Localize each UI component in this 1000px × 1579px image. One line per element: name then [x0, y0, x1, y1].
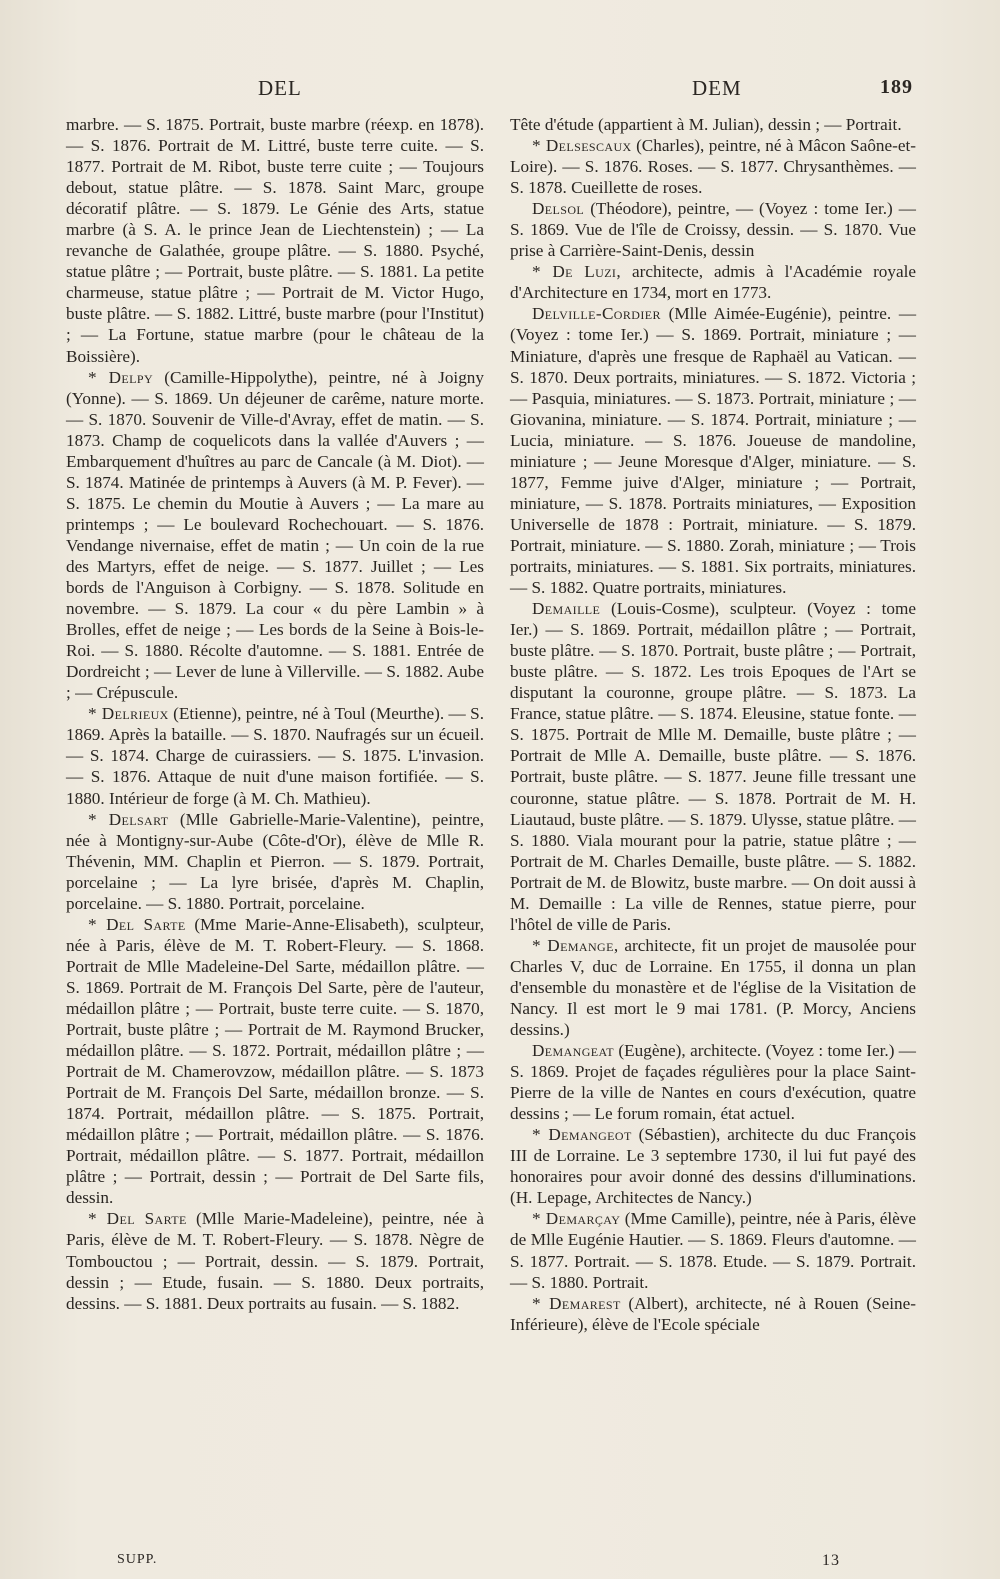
dictionary-entry [510, 1124, 916, 1208]
running-head-left: DEL [258, 76, 302, 100]
dictionary-entry [510, 1208, 916, 1292]
dictionary-entry [66, 1208, 484, 1313]
entry-text: (Louis-Cosme), sculpteur. (Voyez : tome Ier.) — S. 1869. Portrait, médaillon plâtre ; — Portrait, buste plâtre. — S. 1870. Portrait, buste plâtre ; — Portrait, buste plâtre. — S. 1872. Les trois Epoques de l'Art se disputant la couronne, groupe plâtre. — S. 1873. La France, statue plâtre. — S. 1874. Eleusine, statue fonte. — S. 1875. Portrait de Mlle M. Demaille, buste plâtre ; — Portrait de Mlle A. Demaille, buste plâtre. — S. 1876. Portrait, buste plâtre. — S. 1877. Jeune fille tressant une couronne, statue plâtre. — S. 1878. Portrait de M. H. Liautaud, buste plâtre. — S. 1879. Ulysse, statue plâtre. — S. 1880. Viala mourant pour la patrie, statue plâtre ; — Portrait de M. Charles Demaille, buste plâtre. — S. 1882. Portrait de M. de Blowitz, buste marbre. — On doit aussi à M. Demaille : La ville de Rennes, statue pierre, pour l'hôtel de ville de Paris. [510, 599, 916, 934]
dictionary-entry [510, 261, 916, 303]
entry-text: (Mme Camille), peintre, née à Paris, élève de Mlle Eugénie Hautier. — S. 1869. Fleurs d'automne. — S. 1877. Portrait. — S. 1878. Etude. — S. 1879. Portrait. — S. 1880. Portrait. [510, 1209, 916, 1292]
entry-heading: * Demarçay [532, 1209, 621, 1229]
dictionary-entry [510, 935, 916, 1040]
entry-text: (Théodore), peintre, — (Voyez : tome Ier.) — S. 1869. Vue de l'île de Croissy, dessin. — S. 1870. Vue prise à Carrière-Saint-Denis, dessin [510, 199, 916, 261]
dictionary-entry [66, 809, 484, 914]
entry-heading: * Demange, [532, 935, 619, 955]
dictionary-entry [510, 303, 916, 598]
dictionary-entry [510, 598, 916, 935]
entry-heading: * Delsart [88, 809, 169, 829]
entry-heading: Delsol [532, 199, 585, 219]
dictionary-entry [510, 1293, 916, 1335]
signature-mark: SUPP. [117, 1552, 158, 1567]
dictionary-entry [66, 914, 484, 1209]
entry-heading: Demaille [532, 599, 601, 619]
dictionary-entry [510, 114, 916, 135]
entry-text: (Mlle Aimée-Eugénie), peintre. — (Voyez : tome Ier.) — S. 1869. Portrait, miniature ; — Miniature, d'après une fresque de Raphaël au Vatican. — S. 1870. Deux portraits, miniatures. — S. 1872. Victoria ; — Pasquia, miniatures. — S. 1873. Portrait, miniature ; — Giovanina, miniature. — S. 1874. Portrait, miniature ; — Lucia, miniature. — S. 1876. Joueuse de mandoline, miniature ; — Jeune Moresque d'Alger, miniature. — S. 1877, Femme juive d'Alger, miniature ; — Portrait, miniature, — S. 1878. Portraits miniatures, — Exposition Universelle de 1878 : Portrait, miniature. — S. 1879. Portrait, miniature. — S. 1880. Zorah, miniature ; — Trois portraits, miniatures. — S. 1881. Six portraits, miniatures. — S. 1882. Quatre portraits, miniatures. [510, 304, 917, 598]
entry-heading: * Del Sarte [88, 1209, 187, 1229]
entry-heading: Demangeat [532, 1041, 615, 1061]
page-number: 189 [880, 76, 913, 98]
entry-text: architecte, fit un projet de mausolée pour Charles V, duc de Lorraine. En 1755, il donna un plan d'ensemble du monastère et de l'église de la Visitation de Nancy. Il est mort le 9 mai 1781. (P. Morcy, Anciens dessins.) [510, 935, 916, 1040]
dictionary-entry [66, 114, 484, 367]
entry-heading: * Demangeot [532, 1125, 632, 1145]
left-column [66, 114, 484, 1314]
entry-text: (Mme Marie-Anne-Elisabeth), sculpteur, née à Paris, élève de M. T. Robert-Fleury. — S. 1868. Portrait de Mlle Madeleine-Del Sarte, médaillon plâtre. — S. 1869. Portrait de M. François Del Sarte, père de l'auteur, médaillon plâtre ; — Portrait, buste terre cuite. — S. 1870, Portrait, buste plâtre ; — Portrait de M. Raymond Brucker, médaillon plâtre. — S. 1872. Portrait, médaillon plâtre ; — Portrait de M. Chamerovzow, médaillon plâtre. — S. 1873 Portrait de M. François Del Sarte, médaillon bronze. — S. 1874. Portrait, médaillon plâtre. — S. 1875. Portrait, médaillon plâtre ; — Portrait, médaillon plâtre. — S. 1876. Portrait, médaillon plâtre. — S. 1877. Portrait, médaillon plâtre ; — Portrait, dessin ; — Portrait de Del Sarte fils, dessin. [66, 914, 485, 1208]
entry-heading: * Delrieux [88, 704, 169, 724]
entry-text: (Eugène), architecte. (Voyez : tome Ier.) — S. 1869. Projet de façades régulières pour la place Saint-Pierre de la ville de Nantes en cours d'exécution, quatre dessins ; — Le forum romain, état actuel. [510, 1041, 916, 1124]
entry-text: architecte, admis à l'Académie royale d'Architecture en 1734, mort en 1773. [510, 262, 917, 303]
entry-heading: * Delpy [88, 367, 154, 387]
dictionary-entry [66, 367, 484, 704]
entry-heading: * Delsescaux [532, 136, 632, 156]
signature-number: 13 [822, 1552, 840, 1569]
dictionary-entry [66, 703, 484, 808]
dictionary-entry [510, 1040, 916, 1124]
entry-text: marbre. — S. 1875. Portrait, buste marbre (réexp. en 1878). — S. 1876. Portrait de M. Littré, buste terre cuite. — S. 1877. Portrait de M. Ribot, buste terre cuite ; — Toujours debout, statue plâtre. — S. 1878. Saint Marc, groupe décoratif plâtre. — S. 1879. Le Génie des Arts, statue marbre (à S. A. le prince Jean de Liechtenstein) ; — La revanche de Galathée, groupe plâtre. — S. 1880. Psyché, statue plâtre ; — Portrait, buste plâtre. — S. 1881. La petite charmeuse, statue plâtre ; — Portrait de M. Victor Hugo, buste plâtre. — S. 1882. Littré, buste marbre (pour l'Institut) ; — La Fortune, statue marbre (pour le château de la Boissière). [66, 115, 484, 366]
dictionary-entry [510, 135, 916, 198]
entry-text: (Mlle Gabrielle-Marie-Valentine), peintre, née à Montigny-sur-Aube (Côte-d'Or), élève de Mlle R. Thévenin, MM. Chaplin et Pierron. — S. 1879. Portrait, porcelaine ; — La lyre brisée, d'après M. Chaplin, porcelaine. — S. 1880. Portrait, porcelaine. [66, 809, 484, 913]
entry-text: (Charles), peintre, né à Mâcon Saône-et-Loire). — S. 1876. Roses. — S. 1877. Chrysanthèmes. — S. 1878. Cueillette de roses. [510, 136, 917, 198]
entry-heading: * Demarest [532, 1293, 621, 1313]
entry-heading: Delville-Cordier [532, 304, 661, 324]
entry-text: (Mlle Marie-Madeleine), peintre, née à Paris, élève de M. T. Robert-Fleury. — S. 1878. Nègre de Tombouctou ; — Portrait, dessin. — S. 1879. Portrait, dessin ; — Etude, fusain. — S. 1880. Deux portraits, dessins. — S. 1881. Deux portraits au fusain. — S. 1882. [66, 1209, 485, 1313]
right-column [510, 114, 916, 1335]
entry-text: (Albert), architecte, né à Rouen (Seine-Inférieure), élève de l'Ecole spéciale [510, 1293, 917, 1334]
dictionary-entry [510, 198, 916, 261]
entry-heading: * De Luzi, [532, 262, 622, 282]
entry-text: (Camille-Hippolythe), peintre, né à Joigny (Yonne). — S. 1869. Un déjeuner de carême, nature morte. — S. 1870. Souvenir de Ville-d'Avray, effet de matin. — S. 1873. Champ de coquelicots dans la vallée d'Auvers ; — Embarquement d'huîtres au parc de Cancale (à M. Diot). — S. 1874. Matinée de printemps à Auvers (à M. P. Fever). — S. 1875. Le chemin du Moutie à Auvers ; — La mare au printemps ; — Le boulevard Rochechouart. — S. 1876. Vendange nivernaise, effet de matin ; — Un coin de la rue des Martyrs, effet de neige. — S. 1877. Juillet ; — Les bords de l'Anguison à Corbigny. — S. 1878. Solitude en novembre. — S. 1879. La cour « du père Lambin » à Brolles, effet de neige ; — Les bords de la Seine à Bois-le-Roi. — S. 1880. Récolte d'automne. — S. 1881. Entrée de Dordreicht ; — Lever de lune à Villerville. — S. 1882. Aube ; — Crépuscule. [66, 367, 484, 703]
entry-text: (Sébastien), architecte du duc François III de Lorraine. Le 3 septembre 1730, il lui fut payé des honoraires pour avoir donné des dessins d'illuminations. (H. Lepage, Architectes de Nancy.) [510, 1125, 917, 1208]
entry-text: (Etienne), peintre, né à Toul (Meurthe). — S. 1869. Après la bataille. — S. 1870. Naufragés sur un écueil. — S. 1874. Charge de cuirassiers. — S. 1875. L'invasion. — S. 1876. Attaque de nuit d'une maison fortifiée. — S. 1880. Intérieur de forge (à M. Ch. Mathieu). [66, 704, 484, 808]
entry-heading: * Del Sarte [88, 914, 186, 934]
running-head-right: DEM [692, 76, 742, 100]
entry-text: Tête d'étude (appartient à M. Julian), dessin ; — Portrait. [510, 115, 902, 134]
